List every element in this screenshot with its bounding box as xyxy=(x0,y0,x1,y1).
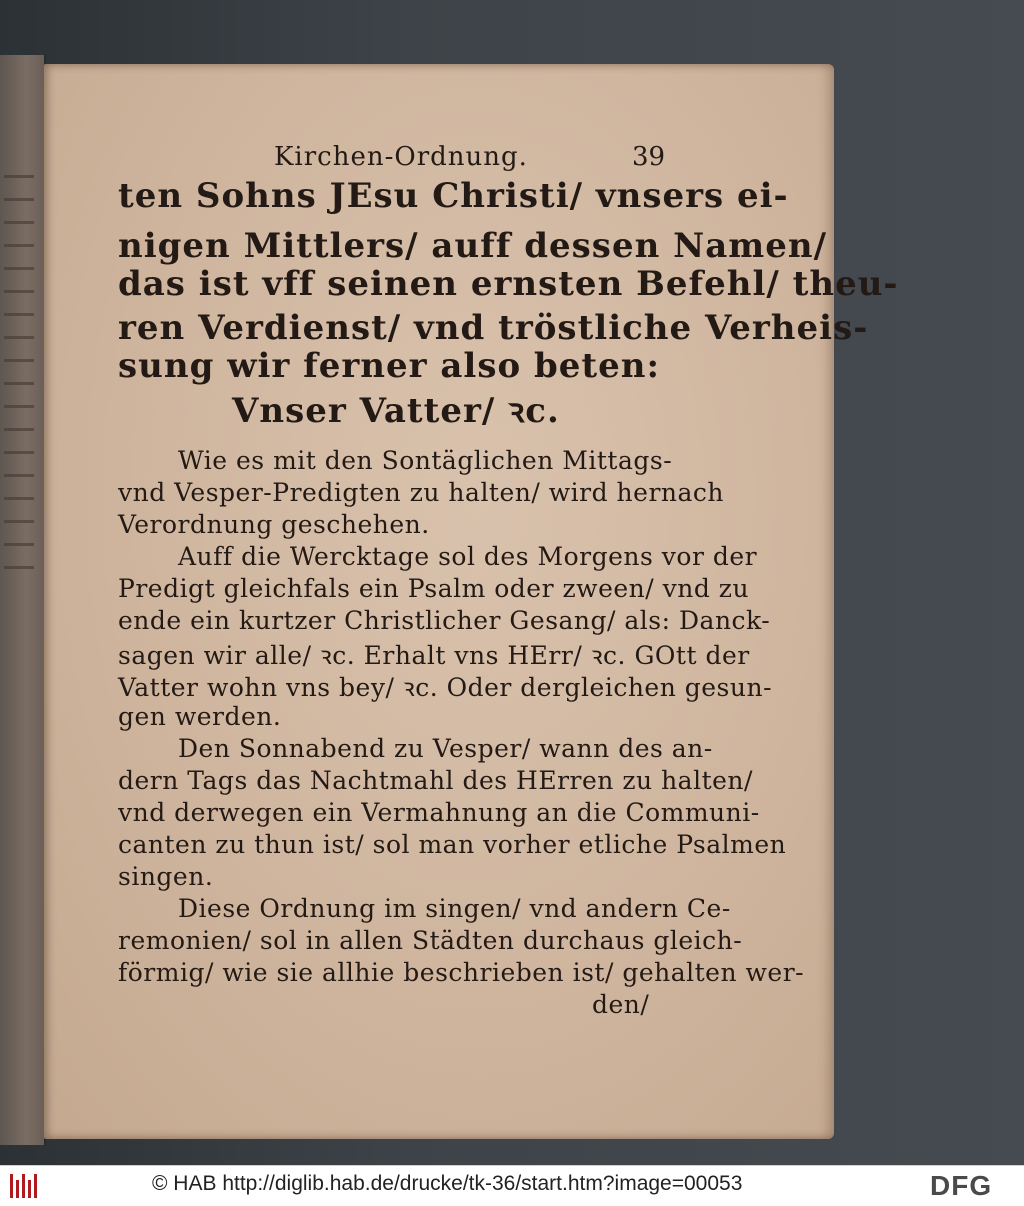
text-line: canten zu thun ist/ sol man vorher etliche Psalmen xyxy=(118,830,787,859)
text-line: gen werden. xyxy=(118,702,282,731)
text-line: ende ein kurtzer Christlicher Gesang/ als: Danck- xyxy=(118,606,771,635)
text-line: Den Sonnabend zu Vesper/ wann des an- xyxy=(178,734,713,763)
book-page xyxy=(44,64,899,1139)
text-line: Auff die Wercktage sol des Morgens vor der xyxy=(178,542,758,571)
text-line: Vatter wohn vns bey/ ꝛc. Oder dergleichen gesun- xyxy=(118,673,773,702)
text-line: vnd Vesper-Predigten zu halten/ wird hernach xyxy=(118,478,724,507)
text-line: ten Sohns JEsu Christi/ vnsers ei- xyxy=(118,176,789,216)
viewer-footer xyxy=(0,1165,1024,1206)
source-link[interactable]: © HAB http://diglib.hab.de/drucke/tk-36/start.htm?image=00053 xyxy=(152,1172,743,1195)
text-line: Diese Ordnung im singen/ vnd andern Ce- xyxy=(178,894,731,923)
text-line: Verordnung geschehen. xyxy=(118,510,430,539)
catchword: den/ xyxy=(592,990,650,1019)
text-line: remonien/ sol in allen Städten durchaus gleich- xyxy=(118,926,743,955)
hab-logo-icon[interactable] xyxy=(10,1174,40,1198)
text-line: sagen wir alle/ ꝛc. Erhalt vns HErr/ ꝛc. GOtt der xyxy=(118,641,750,670)
page-number: 39 xyxy=(632,142,666,172)
text-line: ren Verdienst/ vnd tröstliche Verheis- xyxy=(118,308,869,348)
text-line: vnd derwegen ein Vermahnung an die Communi- xyxy=(118,798,760,827)
text-line: förmig/ wie sie allhie beschrieben ist/ gehalten wer- xyxy=(118,958,805,987)
previous-page-edge xyxy=(0,55,46,1145)
previous-page-text-traces xyxy=(4,155,40,589)
text-line: Vnser Vatter/ ꝛc. xyxy=(232,391,560,431)
text-line: Predigt gleichfals ein Psalm oder zween/ vnd zu xyxy=(118,574,750,603)
text-line: singen. xyxy=(118,862,214,891)
dfg-logo[interactable]: DFG xyxy=(930,1170,993,1201)
text-line: das ist vff seinen ernsten Befehl/ theu- xyxy=(118,264,899,304)
running-head: Kirchen-Ordnung. xyxy=(274,142,528,172)
text-line: sung wir ferner also beten: xyxy=(118,346,661,386)
text-line: nigen Mittlers/ auff dessen Namen/ xyxy=(118,226,827,266)
text-line: dern Tags das Nachtmahl des HErren zu halten/ xyxy=(118,766,753,795)
text-line: Wie es mit den Sontäglichen Mittags- xyxy=(178,446,673,475)
